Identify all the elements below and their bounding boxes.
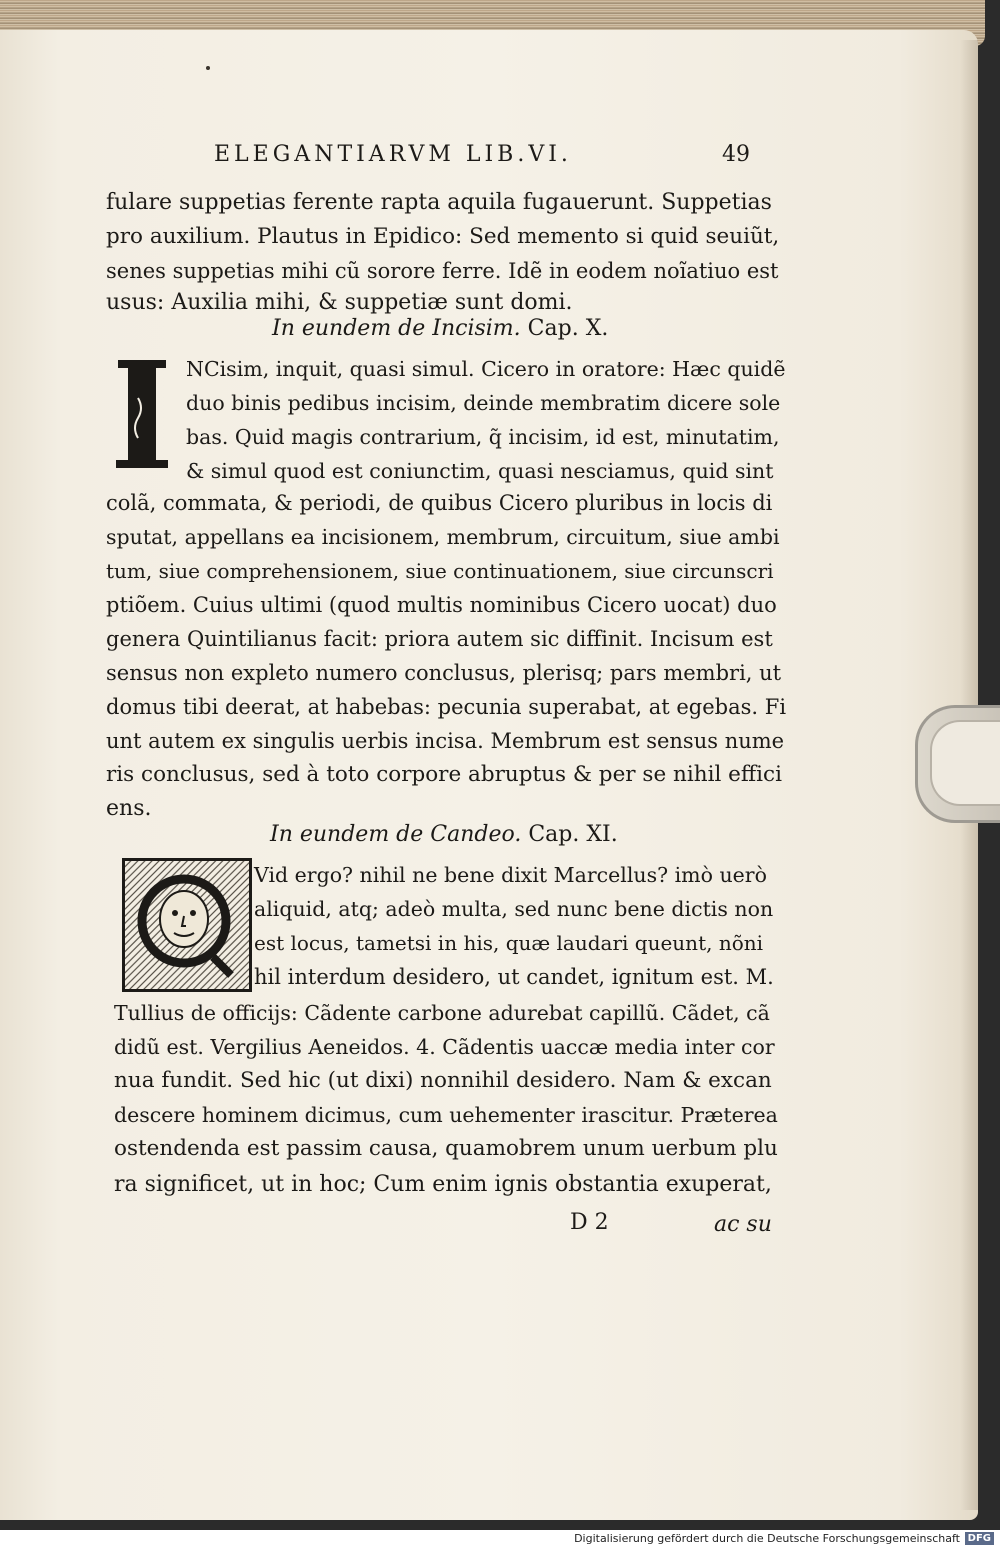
text-line: fulare suppetias ferente rapta aquila fugauerunt. Suppetias xyxy=(106,190,772,215)
text-line: aliquid, atq; adeò multa, sed nunc bene dictis non xyxy=(254,897,774,921)
text-line: nua fundit. Sed hic (ut dixi) nonnihil desidero. Nam & excan xyxy=(114,1068,772,1093)
text-line: ens. xyxy=(106,796,152,821)
text-line: domus tibi deerat, at habebas: pecunia superabat, at egebas. Fi xyxy=(106,695,787,719)
running-head: ELEGANTIARVM LIB.VI. xyxy=(214,142,572,167)
text-line: sensus non expleto numero conclusus, plerisq; pars membri, ut xyxy=(106,661,782,685)
text-line: usus: Auxilia mihi, & suppetiæ sunt domi. xyxy=(106,290,573,315)
text-line: Tullius de officijs: Cãdente carbone adurebat capillũ. Cãdet, cã xyxy=(114,1001,770,1025)
text-line: duo binis pedibus incisim, deinde membratim dicere sole xyxy=(186,391,781,415)
text-line: ptiõem. Cuius ultimi (quod multis nominibus Cicero uocat) duo xyxy=(106,593,777,617)
text-line: & simul quod est coniunctim, quasi nesciamus, quid sint xyxy=(186,459,774,483)
text-line: bas. Quid magis contrarium, q̃ incisim, id est, minutatim, xyxy=(186,425,780,449)
text-line: ostendenda est passim causa, quamobrem unum uerbum plu xyxy=(114,1136,778,1161)
decorated-initial-i xyxy=(114,358,170,470)
speck xyxy=(206,66,210,70)
heading-title: In eundem de Incisim. xyxy=(272,316,521,341)
text-line: tum, siue comprehensionem, siue continuationem, siue circunscri xyxy=(106,559,774,583)
text-line: senes suppetias mihi cũ sorore ferre. Idẽ in eodem noĩatiuo est xyxy=(106,259,779,283)
text-line: sputat, appellans ea incisionem, membrum, circuitum, siue ambi xyxy=(106,525,780,549)
chapter-heading-xi xyxy=(270,822,618,847)
text-line: unt autem ex singulis uerbis incisa. Membrum est sensus nume xyxy=(106,729,785,753)
text-line: hil interdum desidero, ut candet, ignitum est. M. xyxy=(254,965,774,989)
initial-letter: I xyxy=(114,358,115,359)
text-line: descere hominem dicimus, cum uehementer irascitur. Præterea xyxy=(114,1103,778,1127)
heading-title: In eundem de Candeo. xyxy=(270,822,522,847)
text-line: ra significet, ut in hoc; Cum enim ignis obstantia exuperat, xyxy=(114,1172,772,1197)
heading-cap: Cap. XI. xyxy=(528,822,618,847)
heading-cap: Cap. X. xyxy=(527,316,609,341)
woodcut-initial-q xyxy=(122,858,252,992)
folio-number: 49 xyxy=(722,142,750,167)
text-line: colã, commata, & periodi, de quibus Cicero pluribus in locis di xyxy=(106,491,773,515)
text-line: pro auxilium. Plautus in Epidico: Sed memento si quid seuiũt, xyxy=(106,224,780,249)
text-line: genera Quintilianus facit: priora autem sic diffinit. Incisum est xyxy=(106,627,773,651)
text-line: est locus, tametsi in his, quæ laudari queunt, nõni xyxy=(254,931,764,955)
chapter-heading-x xyxy=(272,316,608,341)
catchword: ac su xyxy=(714,1212,772,1237)
text-line: NCisim, inquit, quasi simul. Cicero in oratore: Hæc quidẽ xyxy=(186,357,786,381)
text-line: ris conclusus, sed à toto corpore abruptus & per se nihil effici xyxy=(106,762,782,787)
text-line: didũ est. Vergilius Aeneidos. 4. Cãdentis uaccæ media inter cor xyxy=(114,1035,775,1059)
text-line: Vid ergo? nihil ne bene dixit Marcellus? imò uerò xyxy=(254,863,767,887)
woodcut-face-icon xyxy=(125,861,243,983)
dfg-logo: DFG xyxy=(965,1532,994,1545)
signature-mark: D 2 xyxy=(570,1210,609,1235)
page-clip-inner xyxy=(930,720,1000,806)
digitization-credit: Digitalisierung gefördert durch die Deutsche Forschungsgemeinschaft xyxy=(574,1532,960,1545)
